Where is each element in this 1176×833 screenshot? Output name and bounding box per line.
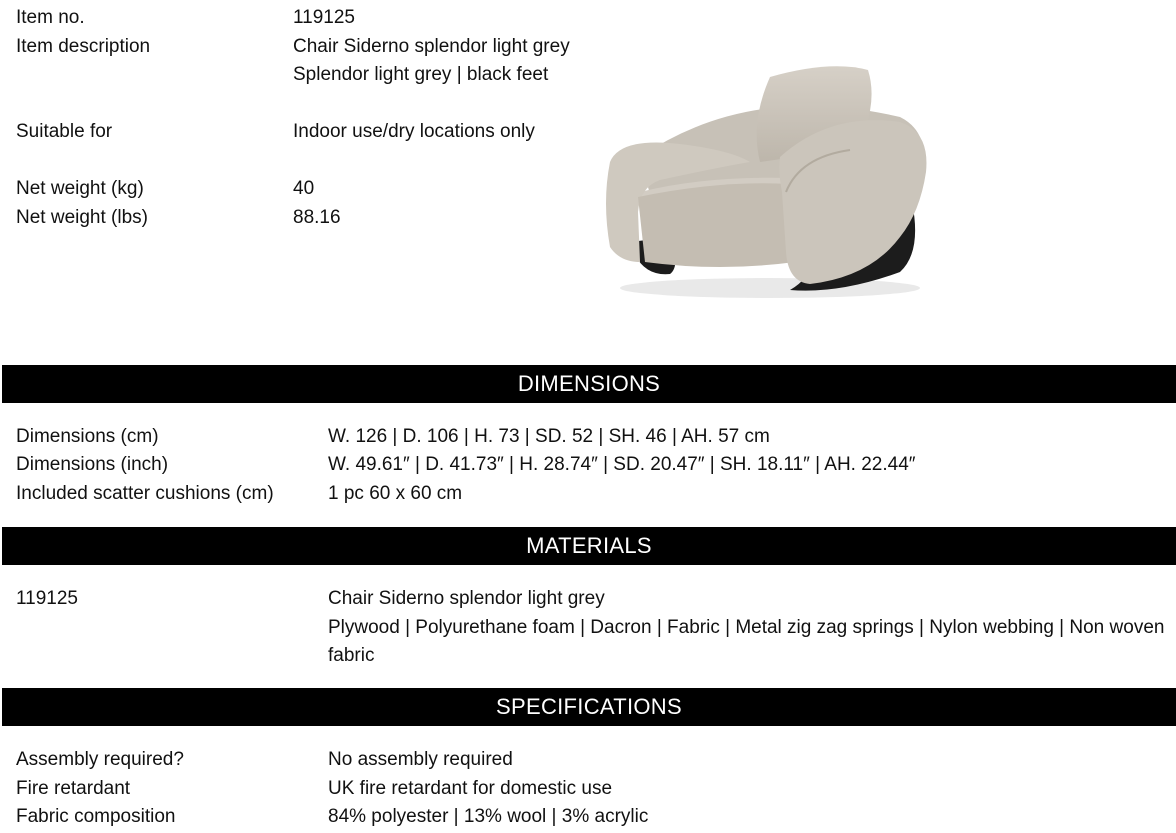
dimensions-inch-label: Dimensions (inch) xyxy=(16,454,169,475)
suitable-for-label: Suitable for xyxy=(16,121,113,142)
dimensions-header: DIMENSIONS xyxy=(2,365,1176,403)
fire-retardant-label: Fire retardant xyxy=(16,778,131,799)
scatter-cushions-value: 1 pc 60 x 60 cm xyxy=(328,483,463,504)
dimensions-cm-value: W. 126 | D. 106 | H. 73 | SD. 52 | SH. 46 | AH. 57 cm xyxy=(328,426,770,447)
net-weight-kg-value: 40 xyxy=(293,178,315,199)
specifications-header: SPECIFICATIONS xyxy=(2,688,1176,726)
suitable-for-value: Indoor use/dry locations only xyxy=(293,121,535,142)
assembly-required-value: No assembly required xyxy=(328,749,513,770)
materials-list-line-2: fabric xyxy=(328,645,375,666)
materials-list-line-1: Plywood | Polyurethane foam | Dacron | Fabric | Metal zig zag springs | Nylon webbing | Non woven xyxy=(328,617,1165,638)
net-weight-lbs-label: Net weight (lbs) xyxy=(16,207,148,228)
net-weight-kg-label: Net weight (kg) xyxy=(16,178,144,199)
net-weight-lbs-value: 88.16 xyxy=(293,207,341,228)
fabric-composition-label: Fabric composition xyxy=(16,806,176,827)
item-no-value: 119125 xyxy=(293,7,355,28)
item-description-label: Item description xyxy=(16,36,151,57)
materials-item-code: 119125 xyxy=(16,588,78,609)
dimensions-cm-label: Dimensions (cm) xyxy=(16,426,159,447)
fire-retardant-value: UK fire retardant for domestic use xyxy=(328,778,613,799)
materials-header: MATERIALS xyxy=(2,527,1176,565)
item-no-label: Item no. xyxy=(16,7,85,28)
dimensions-inch-value: W. 49.61″ | D. 41.73″ | H. 28.74″ | SD. 20.47″ | SH. 18.11″ | AH. 22.44″ xyxy=(328,454,916,475)
armchair-product-image xyxy=(600,62,936,302)
item-description-line-1: Chair Siderno splendor light grey xyxy=(293,36,570,57)
scatter-cushions-label: Included scatter cushions (cm) xyxy=(16,483,274,504)
assembly-required-label: Assembly required? xyxy=(16,749,184,770)
item-description-line-2: Splendor light grey | black feet xyxy=(293,64,549,85)
seat-front xyxy=(638,183,795,267)
materials-item-name: Chair Siderno splendor light grey xyxy=(328,588,605,609)
fabric-composition-value: 84% polyester | 13% wool | 3% acrylic xyxy=(328,806,649,827)
